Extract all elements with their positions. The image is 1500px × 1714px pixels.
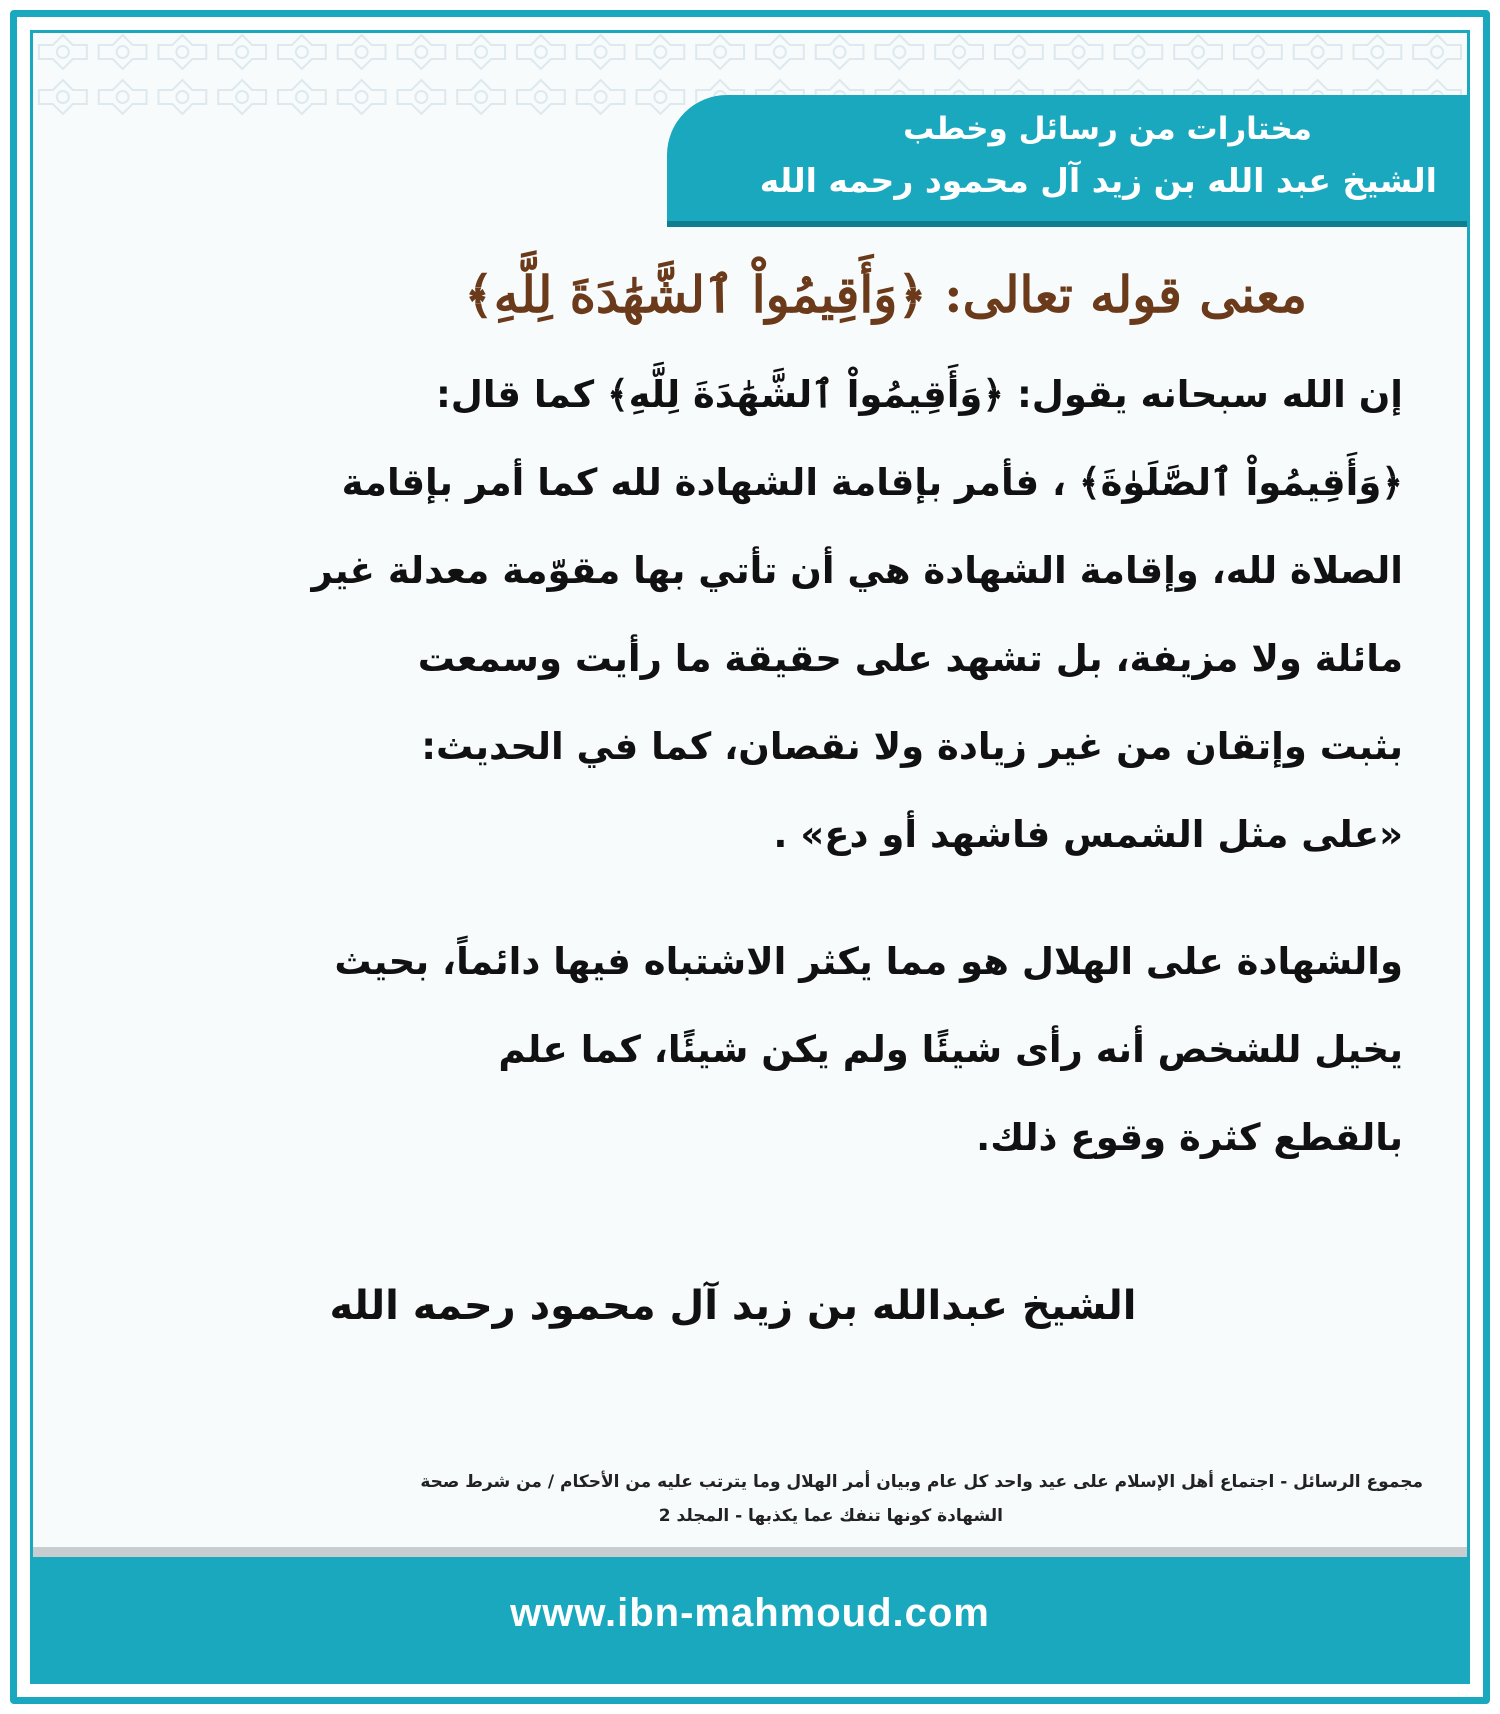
title-ayah: ﴿وَأَقِيمُواْ ٱلشَّهَٰدَةَ لِلَّهِ﴾ <box>464 265 927 324</box>
card <box>30 30 1470 1684</box>
paragraph-line: والشهادة على الهلال هو مما يكثر الاشتباه فيها دائماً، بحيث <box>334 940 1403 983</box>
footer-divider <box>33 1547 1467 1557</box>
paragraph-line: مائلة ولا مزيفة، بل تشهد على حقيقة ما رأيت وسمعت <box>417 637 1403 680</box>
paragraph-line: إن الله سبحانه يقول: ﴿وَأَقِيمُواْ ٱلشَّهَٰدَةَ لِلَّهِ﴾ كما قال: <box>435 373 1403 416</box>
paragraph-2 <box>153 918 1403 1182</box>
page-title <box>207 265 1307 335</box>
paragraph-line: بثبت وإتقان من غير زيادة ولا نقصان، كما في الحديث: <box>421 725 1403 768</box>
title-prefix: معنى قوله تعالى: <box>944 265 1307 324</box>
header-series-title: مختارات من رسائل وخطب <box>903 111 1312 147</box>
website-link[interactable]: www.ibn-mahmoud.com <box>510 1591 990 1635</box>
author-signature: الشيخ عبدالله بن زيد آل محمود رحمه الله <box>329 1283 1137 1329</box>
header-author-name: الشيخ عبد الله بن زيد آل محمود رحمه الله <box>759 161 1437 200</box>
paragraph-line: يخيل للشخص أنه رأى شيئًا ولم يكن شيئًا، كما علم <box>498 1028 1403 1071</box>
header-banner <box>667 95 1467 221</box>
paragraph-line: الصلاة لله، وإقامة الشهادة هي أن تأتي بها مقوّمة معدلة غير <box>311 549 1403 592</box>
paragraph-1 <box>153 351 1403 879</box>
paragraph-line: بالقطع كثرة وقوع ذلك. <box>976 1116 1403 1159</box>
source-citation <box>143 1465 1423 1533</box>
paragraph-line: ﴿وَأَقِيمُواْ ٱلصَّلَوٰةَ﴾ ، فأمر بإقامة الشهادة لله كما أمر بإقامة <box>341 461 1403 504</box>
source-line: الشهادة كونها تنفك عما يكذبها - المجلد 2 <box>658 1506 1003 1526</box>
paragraph-line: «على مثل الشمس فاشهد أو دع» . <box>773 813 1403 856</box>
source-line: مجموع الرسائل - اجتماع أهل الإسلام على عيد واحد كل عام وبيان أمر الهلال وما يترتب عليه من الأحكام / من شرط صحة <box>420 1472 1423 1492</box>
footer-bar <box>33 1557 1467 1684</box>
